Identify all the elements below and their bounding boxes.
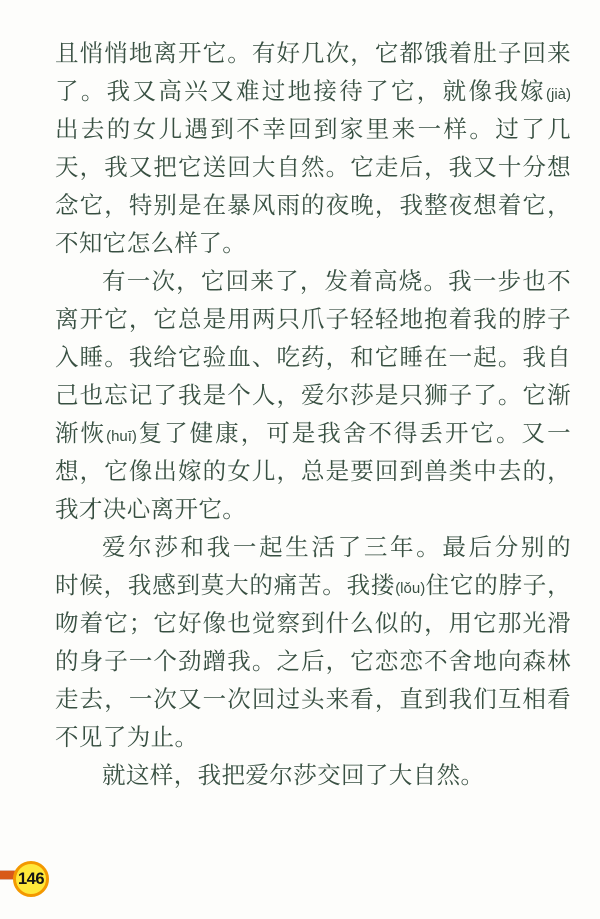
text-line [55, 718, 571, 756]
text-line [55, 756, 571, 794]
text-run: 爱尔莎和我一起生活了三年。最后分别的 [102, 533, 571, 561]
text-run: 不见了为止。 [55, 723, 199, 751]
text-line [55, 224, 571, 262]
text-run: 己也忘记了我是个人，爱尔莎是只狮子了。它渐 [55, 381, 571, 409]
page-number: 146 [17, 869, 45, 888]
pinyin-annotation: (huī) [106, 428, 137, 445]
text-run: 住它的脖子， [425, 571, 571, 599]
text-line [55, 300, 571, 338]
text-run: 了。我又高兴又难过地接待了它，就像我嫁 [55, 77, 546, 105]
text-line [55, 338, 571, 376]
text-line [55, 642, 571, 680]
text-line [55, 34, 571, 72]
text-line [55, 148, 571, 186]
text-run: 出去的女儿遇到不幸回到家里来一样。过了几 [55, 115, 571, 143]
text-line [55, 490, 571, 528]
text-line [55, 110, 571, 148]
text-line [55, 186, 571, 224]
text-line [55, 414, 571, 452]
text-line [55, 72, 571, 110]
text-line [55, 680, 571, 718]
text-run: 的身子一个劲蹭我。之后，它恋恋不舍地向森林 [55, 647, 571, 675]
text-run: 时候，我感到莫大的痛苦。我搂 [55, 571, 396, 599]
text-run: 我才决心离开它。 [55, 495, 247, 523]
text-line [55, 262, 571, 300]
text-run: 离开它，它总是用两只爪子轻轻地抱着我的脖子 [55, 305, 571, 333]
text-line [55, 566, 571, 604]
text-line [55, 376, 571, 414]
text-run: 有一次，它回来了，发着高烧。我一步也不 [102, 267, 571, 295]
page-number-badge [13, 861, 49, 897]
text-run: 渐恢 [55, 419, 107, 447]
text-run: 吻着它；它好像也觉察到什么似的，用它那光滑 [55, 609, 571, 637]
text-line [55, 604, 571, 642]
text-run: 天，我又把它送回大自然。它走后，我又十分想 [55, 153, 571, 181]
text-run: 就这样，我把爱尔莎交回了大自然。 [102, 761, 485, 789]
text-run: 不知它怎么样了。 [55, 229, 247, 257]
text-line [55, 452, 571, 490]
text-run: 念它，特别是在暴风雨的夜晚，我整夜想着它， [55, 191, 571, 219]
text-run: 入睡。我给它验血、吃药，和它睡在一起。我自 [55, 343, 571, 371]
pinyin-annotation: (lǒu) [395, 580, 426, 597]
lesson-text-block [55, 34, 571, 794]
text-run: 走去，一次又一次回过头来看，直到我们互相看 [55, 685, 571, 713]
text-line [55, 528, 571, 566]
text-run: 复了健康，可是我舍不得丢开它。又一 [136, 419, 571, 447]
text-run: 且悄悄地离开它。有好几次，它都饿着肚子回来 [55, 39, 571, 67]
pinyin-annotation: (jià) [546, 86, 571, 103]
text-run: 想，它像出嫁的女儿，总是要回到兽类中去的， [55, 457, 571, 485]
